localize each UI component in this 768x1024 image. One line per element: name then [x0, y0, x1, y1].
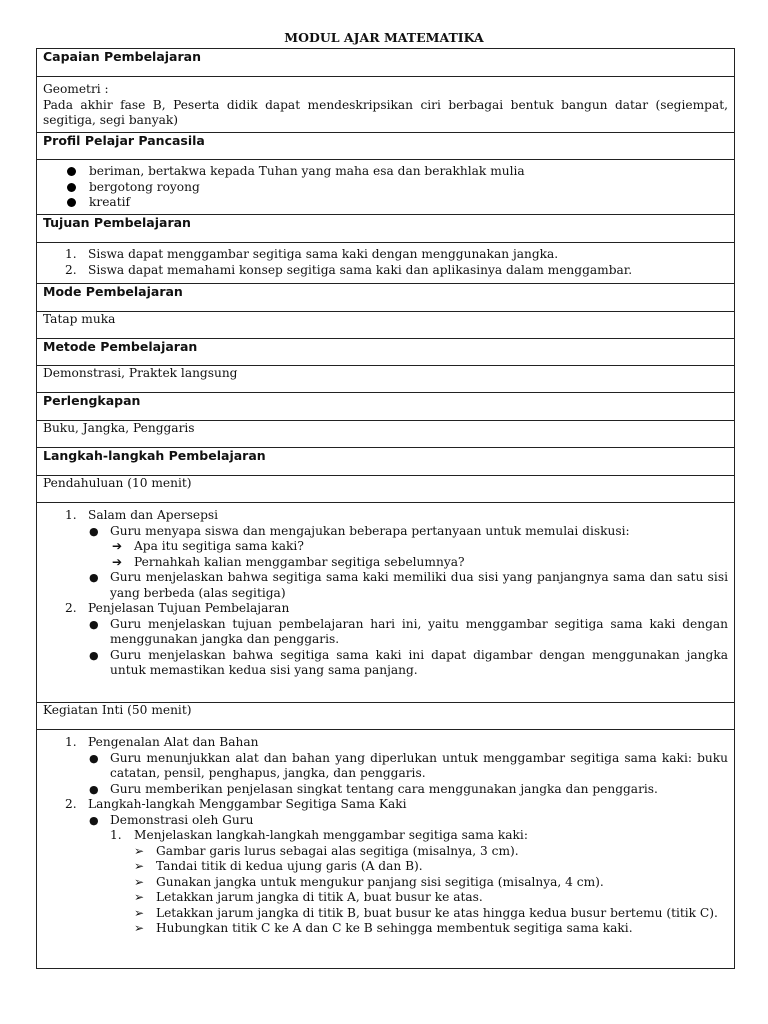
section-heading: Tujuan Pembelajaran — [37, 215, 735, 243]
section-profil-body — [37, 160, 735, 215]
section-metode-body — [37, 366, 735, 393]
list-item: ➔ Apa itu segitiga sama kaki? — [112, 539, 304, 553]
list-item: 2. Penjelasan Tujuan Pembelajaran — [65, 601, 290, 615]
section-metode-header — [37, 339, 735, 366]
section-perlengkapan-header — [37, 393, 735, 421]
document-title: MODUL AJAR MATEMATIKA — [284, 30, 484, 45]
profil-list — [43, 164, 728, 211]
subsection-heading: Pendahuluan (10 menit) — [37, 476, 735, 503]
lesson-module-table — [36, 48, 735, 969]
section-perlengkapan-body — [37, 421, 735, 448]
bullet-dot-icon — [67, 198, 76, 207]
list-item: ➢ Tandai titik di kedua ujung garis (A dan B). — [134, 859, 423, 873]
list-item: ● Guru menjelaskan bahwa segitiga sama kaki memiliki dua sisi yang panjangnya sama dan satu sisi yang berbeda (alas segitiga) — [89, 570, 728, 600]
section-pendahuluan-body — [37, 503, 735, 703]
list-item: beriman, bertakwa kepada Tuhan yang maha esa dan berakhlak mulia — [43, 164, 728, 180]
list-item: ● Guru menunjukkan alat dan bahan yang diperlukan untuk menggambar segitiga sama kaki: buku catatan, pensil, penghapus, jangka, dan penggaris. — [89, 750, 728, 780]
capaian-text: Pada akhir fase B, Peserta didik dapat mendeskripsikan ciri berbagai bentuk bangun datar (segiempat, segitiga, segi banyak) — [43, 97, 728, 127]
section-mode-body — [37, 312, 735, 339]
section-heading: Mode Pembelajaran — [37, 284, 735, 312]
bullet-dot-icon — [67, 183, 76, 192]
perlengkapan-value: Buku, Jangka, Penggaris — [37, 421, 735, 448]
bullet-dot-icon — [67, 167, 76, 176]
arrowhead-icon: ➢ — [134, 890, 145, 904]
section-heading: Profil Pelajar Pancasila — [37, 133, 735, 160]
section-tujuan-body — [37, 243, 735, 284]
section-inti-body — [37, 730, 735, 969]
capaian-topic: Geometri : — [43, 82, 109, 96]
section-tujuan-header — [37, 215, 735, 243]
section-mode-header — [37, 284, 735, 312]
list-item: ➢ Hubungkan titik C ke A dan C ke B sehingga membentuk segitiga sama kaki. — [134, 921, 633, 935]
list-item: ● Guru menyapa siswa dan mengajukan beberapa pertanyaan untuk memulai diskusi: — [89, 523, 630, 538]
arrowhead-icon: ➢ — [134, 921, 145, 935]
section-capaian-body — [37, 77, 735, 133]
metode-value: Demonstrasi, Praktek langsung — [37, 366, 735, 393]
list-item: ● Guru memberikan penjelasan singkat tentang cara menggunakan jangka dan penggaris. — [89, 781, 658, 796]
section-inti-header — [37, 703, 735, 730]
section-langkah-header — [37, 448, 735, 476]
arrowhead-icon: ➢ — [134, 905, 145, 920]
list-item: 1. Siswa dapat menggambar segitiga sama kaki dengan menggunakan jangka. — [65, 247, 559, 261]
list-item: ➢ Gambar garis lurus sebagai alas segitiga (misalnya, 3 cm). — [134, 843, 519, 858]
arrow-icon: ➔ — [112, 554, 123, 569]
list-item: 1. Menjelaskan langkah-langkah menggambar segitiga sama kaki: — [110, 828, 528, 842]
section-pendahuluan-header — [37, 476, 735, 503]
section-profil-header — [37, 133, 735, 160]
arrow-icon: ➔ — [112, 539, 123, 553]
list-item: ➔ Pernahkah kalian menggambar segitiga sebelumnya? — [112, 554, 465, 569]
arrowhead-icon: ➢ — [134, 874, 145, 889]
list-item: 2. Langkah-langkah Menggambar Segitiga Sama Kaki — [65, 797, 407, 811]
list-item: 1. Pengenalan Alat dan Bahan — [65, 735, 259, 749]
arrowhead-icon: ➢ — [134, 859, 145, 873]
section-heading: Metode Pembelajaran — [37, 339, 735, 366]
list-item: ● Guru menjelaskan tujuan pembelajaran hari ini, yaitu menggambar segitiga sama kaki dengan menggunakan jangka dan penggaris. — [89, 616, 728, 646]
section-heading: Capaian Pembelajaran — [37, 49, 735, 77]
list-item: kreatif — [43, 195, 728, 211]
section-heading: Langkah-langkah Pembelajaran — [37, 448, 735, 476]
list-item: 2. Siswa dapat memahami konsep segitiga sama kaki dan aplikasinya dalam menggambar. — [65, 262, 633, 277]
list-item: bergotong royong — [43, 180, 728, 196]
subsection-heading: Kegiatan Inti (50 menit) — [37, 703, 735, 730]
section-capaian-header — [37, 49, 735, 77]
mode-value: Tatap muka — [37, 312, 735, 339]
list-item: ➢ Gunakan jangka untuk mengukur panjang sisi segitiga (misalnya, 4 cm). — [134, 874, 604, 889]
list-item: ● Guru menjelaskan bahwa segitiga sama kaki ini dapat digambar dengan menggunakan jangka untuk memastikan kedua sisi yang sama panjang. — [89, 647, 728, 677]
arrowhead-icon: ➢ — [134, 843, 145, 858]
list-item: ➢ Letakkan jarum jangka di titik B, buat busur ke atas hingga kedua busur bertemu (titik C). — [134, 905, 718, 920]
list-item: ➢ Letakkan jarum jangka di titik A, buat busur ke atas. — [134, 890, 483, 904]
list-item: ● Demonstrasi oleh Guru — [89, 812, 254, 827]
section-heading: Perlengkapan — [37, 393, 735, 421]
list-item: 1. Salam dan Apersepsi — [65, 508, 219, 522]
